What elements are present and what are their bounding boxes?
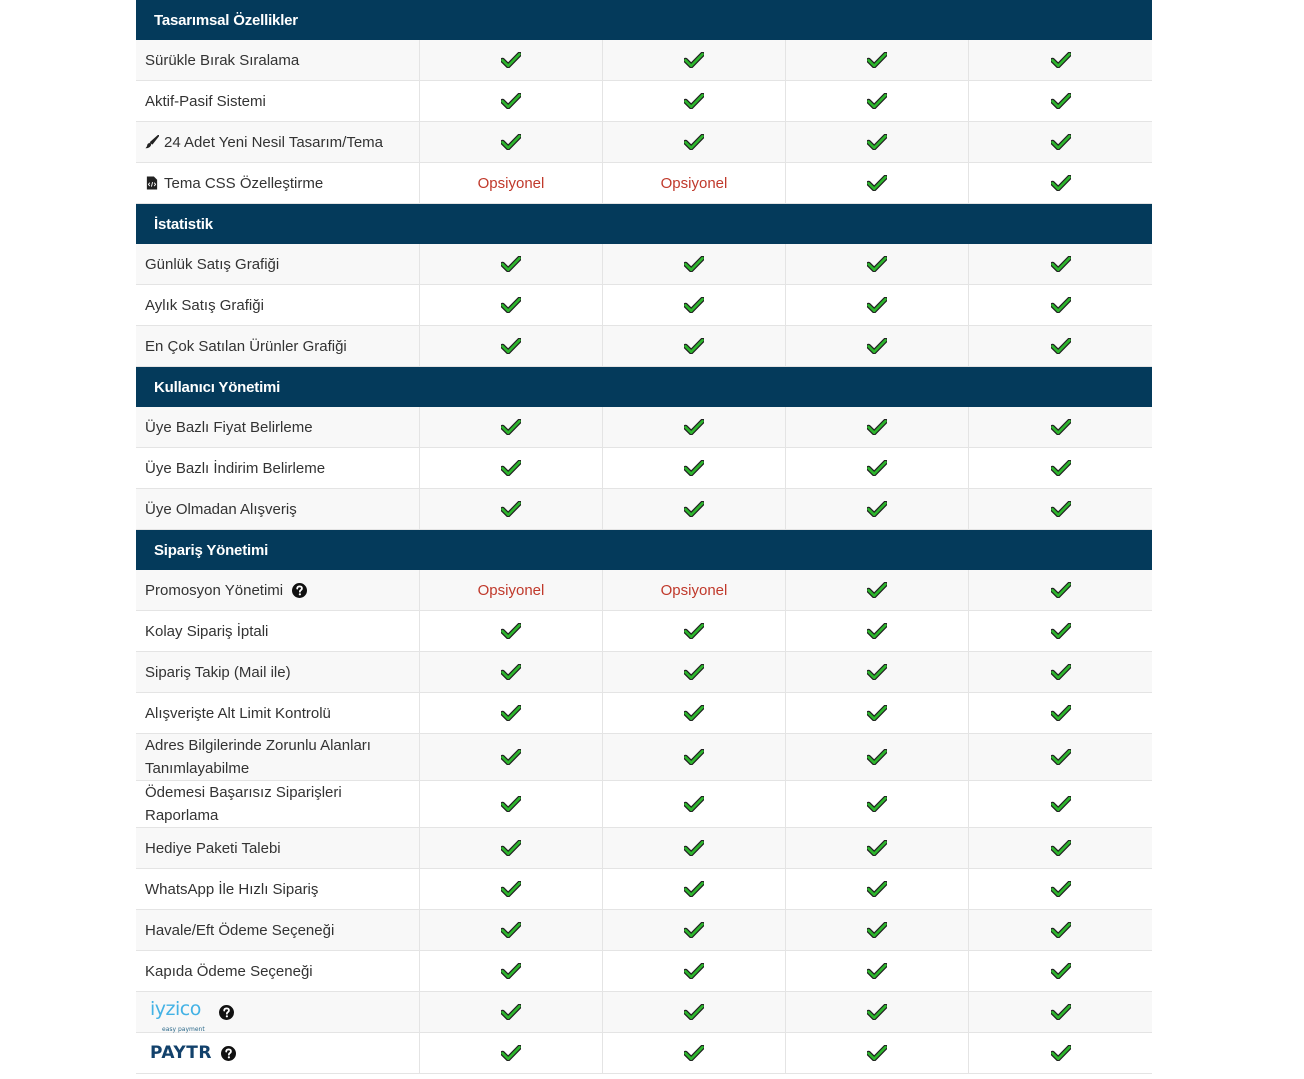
plan-value-cell [420,910,603,950]
check-icon [1051,460,1071,476]
check-icon [501,52,521,68]
plan-value-cell [969,951,1152,991]
section-title: Sipariş Yönetimi [154,541,269,559]
optional-label: Opsiyonel [660,581,728,599]
plan-value-cell [786,652,969,692]
table-row [136,869,1152,910]
plan-value-cell [420,244,603,284]
check-icon [1051,419,1071,435]
plan-value-cell [603,122,786,162]
plan-value-cell [969,781,1152,827]
plan-value-cell [969,40,1152,80]
plan-value-cell [969,285,1152,325]
check-icon [501,93,521,109]
feature-name-cell [136,910,420,950]
check-icon [684,1004,704,1020]
feature-name-cell [136,869,420,909]
check-icon [1051,705,1071,721]
plan-value-cell [603,951,786,991]
table-row [136,652,1152,693]
plan-value-cell [969,611,1152,651]
check-icon [867,419,887,435]
plan-value-cell [420,407,603,447]
help-icon [292,583,307,598]
check-icon [501,419,521,435]
feature-label: Sürükle Bırak Sıralama [145,51,300,69]
check-icon [684,1045,704,1061]
plan-value-cell [420,611,603,651]
table-row [136,951,1152,992]
check-icon [1051,501,1071,517]
feature-label: Kapıda Ödeme Seçeneği [145,962,313,980]
plan-value-cell [786,951,969,991]
feature-label: Günlük Satış Grafiği [145,255,280,273]
check-icon [867,134,887,150]
plan-value-cell [420,869,603,909]
check-icon [501,796,521,812]
check-icon [1051,749,1071,765]
check-icon [1051,840,1071,856]
plan-value-cell [969,652,1152,692]
check-icon [684,134,704,150]
feature-name-cell [136,652,420,692]
plan-value-cell [969,163,1152,203]
check-icon [501,256,521,272]
plan-value-cell [786,828,969,868]
plan-value-cell [786,122,969,162]
check-icon [1051,963,1071,979]
plan-value-cell [969,122,1152,162]
help-icon [219,1005,234,1020]
feature-label: Havale/Eft Ödeme Seçeneği [145,921,335,939]
plan-value-cell [420,1033,603,1073]
check-icon [501,881,521,897]
feature-label: Hediye Paketi Talebi [145,839,281,857]
help-icon [221,1046,236,1061]
feature-name-cell [136,781,420,827]
plan-value-cell [969,869,1152,909]
plan-value-cell [603,652,786,692]
feature-name-cell [136,489,420,529]
plan-value-cell [603,869,786,909]
plan-value-cell [969,734,1152,780]
check-icon [1051,922,1071,938]
check-icon [1051,1045,1071,1061]
plan-value-cell [603,448,786,488]
check-icon [1051,623,1071,639]
feature-label: WhatsApp İle Hızlı Sipariş [145,880,319,898]
plan-value-cell [786,489,969,529]
plan-value-cell [969,489,1152,529]
help-button[interactable] [212,1046,236,1061]
feature-name-cell [136,951,420,991]
table-row [136,448,1152,489]
feature-label: Adres Bilgilerinde Zorunlu Alanları Tanımlayabilme [145,737,371,777]
check-icon [684,52,704,68]
plan-value-cell [603,163,786,203]
check-icon [684,419,704,435]
table-row [136,40,1152,81]
plan-value-cell [603,489,786,529]
feature-label: Promosyon Yönetimi [145,581,284,599]
check-icon [867,297,887,313]
feature-name-cell [136,611,420,651]
check-icon [1051,297,1071,313]
table-row [136,734,1152,781]
check-icon [501,1004,521,1020]
check-icon [501,1045,521,1061]
plan-value-cell [969,244,1152,284]
plan-value-cell [603,285,786,325]
feature-label: Üye Bazlı İndirim Belirleme [145,459,326,477]
plan-value-cell [786,244,969,284]
table-row [136,828,1152,869]
feature-name-cell [136,326,420,366]
check-icon [867,175,887,191]
check-icon [867,501,887,517]
check-icon [684,922,704,938]
feature-name-cell [136,163,420,203]
plan-value-cell [603,693,786,733]
check-icon [867,460,887,476]
plan-value-cell [420,828,603,868]
plan-value-cell [786,81,969,121]
check-icon [1051,134,1071,150]
plan-value-cell [603,781,786,827]
plan-value-cell [786,40,969,80]
code-file-icon [145,176,159,190]
feature-label: Kolay Sipariş İptali [145,622,269,640]
feature-name-cell [136,285,420,325]
feature-label: Ödemesi Başarısız Siparişleri Raporlama [145,784,342,824]
check-icon [501,749,521,765]
check-icon [1051,796,1071,812]
check-icon [684,749,704,765]
plan-value-cell [420,781,603,827]
table-row [136,81,1152,122]
check-icon [684,705,704,721]
plan-value-cell [603,992,786,1032]
check-icon [501,922,521,938]
table-row [136,489,1152,530]
section-header [136,0,1152,40]
plan-value-cell [603,611,786,651]
check-icon [684,881,704,897]
plan-value-cell [786,734,969,780]
check-icon [1051,664,1071,680]
check-icon [501,460,521,476]
section-header [136,367,1152,407]
plan-value-cell [786,448,969,488]
paintbrush-icon [145,135,159,149]
check-icon [501,664,521,680]
plan-value-cell [420,285,603,325]
feature-label: Sipariş Takip (Mail ile) [145,663,291,681]
plan-value-cell [603,407,786,447]
plan-value-cell [603,910,786,950]
check-icon [1051,93,1071,109]
plan-value-cell [420,652,603,692]
check-icon [501,501,521,517]
feature-name-cell [136,448,420,488]
check-icon [501,297,521,313]
feature-name-cell [136,81,420,121]
feature-name-cell [136,828,420,868]
check-icon [867,664,887,680]
feature-label: Aylık Satış Grafiği [145,296,264,314]
section-title: Kullanıcı Yönetimi [154,378,281,396]
plan-value-cell [969,910,1152,950]
check-icon [684,796,704,812]
check-icon [1051,881,1071,897]
check-icon [501,840,521,856]
plan-value-cell [420,693,603,733]
check-icon [867,1045,887,1061]
feature-name-cell [136,40,420,80]
plan-value-cell [786,570,969,610]
plan-value-cell [420,489,603,529]
iyzico-logo [150,998,210,1033]
plan-value-cell [420,734,603,780]
check-icon [1051,175,1071,191]
plan-value-cell [603,828,786,868]
plan-value-cell [786,693,969,733]
check-icon [867,623,887,639]
table-row [136,781,1152,828]
plan-value-cell [603,81,786,121]
check-icon [684,963,704,979]
check-icon [684,297,704,313]
plan-value-cell [603,244,786,284]
table-row [136,163,1152,204]
plan-value-cell [603,326,786,366]
plan-value-cell [969,81,1152,121]
check-icon [501,623,521,639]
check-icon [867,52,887,68]
plan-value-cell [420,570,603,610]
table-row [136,326,1152,367]
check-icon [867,582,887,598]
table-row [136,285,1152,326]
plan-value-cell [969,407,1152,447]
check-icon [867,881,887,897]
optional-label: Opsiyonel [660,174,728,192]
check-icon [1051,582,1071,598]
table-row [136,407,1152,448]
plan-value-cell [786,163,969,203]
plan-value-cell [969,828,1152,868]
table-row [136,992,1152,1033]
check-icon [867,963,887,979]
plan-value-cell [420,122,603,162]
optional-label: Opsiyonel [477,581,545,599]
plan-value-cell [969,1033,1152,1073]
check-icon [1051,1004,1071,1020]
section-title: Tasarımsal Özellikler [154,11,298,29]
plan-value-cell [786,407,969,447]
plan-value-cell [969,693,1152,733]
help-button[interactable] [283,583,307,598]
feature-name-cell [136,122,420,162]
check-icon [867,338,887,354]
feature-label: Üye Bazlı Fiyat Belirleme [145,418,313,436]
plan-value-cell [786,611,969,651]
plan-value-cell [420,951,603,991]
check-icon [1051,338,1071,354]
plan-value-cell [603,40,786,80]
check-icon [684,93,704,109]
check-icon [867,749,887,765]
check-icon [684,256,704,272]
plan-value-cell [786,910,969,950]
plan-value-cell [786,869,969,909]
check-icon [867,840,887,856]
plan-value-cell [603,570,786,610]
table-row [136,122,1152,163]
plan-value-cell [420,81,603,121]
feature-name-cell [136,734,420,780]
plan-value-cell [603,734,786,780]
check-icon [1051,52,1071,68]
check-icon [684,338,704,354]
feature-label: 24 Adet Yeni Nesil Tasarım/Tema [164,133,384,151]
feature-label: Üye Olmadan Alışveriş [145,500,297,518]
plan-value-cell [420,992,603,1032]
plan-value-cell [420,163,603,203]
plan-value-cell [786,285,969,325]
table-row [136,611,1152,652]
table-row [136,244,1152,285]
plan-value-cell [786,992,969,1032]
feature-name-cell [136,244,420,284]
feature-name-cell [136,693,420,733]
check-icon [684,501,704,517]
section-header [136,204,1152,244]
section-header [136,530,1152,570]
check-icon [501,705,521,721]
plan-value-cell [420,40,603,80]
feature-name-cell [136,570,420,610]
check-icon [501,338,521,354]
plan-value-cell [969,992,1152,1032]
section-title: İstatistik [154,215,213,233]
plan-value-cell [420,448,603,488]
plan-value-cell [786,781,969,827]
optional-label: Opsiyonel [477,174,545,192]
plan-value-cell [786,1033,969,1073]
feature-label: Tema CSS Özelleştirme [164,174,324,192]
table-row [136,693,1152,734]
check-icon [867,1004,887,1020]
feature-label: Alışverişte Alt Limit Kontrolü [145,704,331,722]
check-icon [867,93,887,109]
feature-name-cell [136,407,420,447]
check-icon [684,664,704,680]
feature-label: En Çok Satılan Ürünler Grafiği [145,337,347,355]
table-row [136,570,1152,611]
feature-comparison-table [136,0,1152,1074]
paytr-logo: PAYTR [150,1042,212,1063]
check-icon [867,256,887,272]
check-icon [1051,256,1071,272]
plan-value-cell [420,326,603,366]
iyzico-logo-text: iyzico [150,998,201,1020]
help-button[interactable] [210,1005,234,1020]
check-icon [684,623,704,639]
plan-value-cell [969,570,1152,610]
check-icon [867,705,887,721]
feature-label: Aktif-Pasif Sistemi [145,92,266,110]
iyzico-logo-subtext: easy payment [162,1026,205,1033]
check-icon [867,796,887,812]
check-icon [684,460,704,476]
check-icon [684,840,704,856]
check-icon [501,963,521,979]
plan-value-cell [603,1033,786,1073]
check-icon [501,134,521,150]
table-row [136,910,1152,951]
feature-name-cell [136,992,420,1032]
plan-value-cell [786,326,969,366]
table-row [136,1033,1152,1074]
plan-value-cell [969,326,1152,366]
plan-value-cell [969,448,1152,488]
check-icon [867,922,887,938]
